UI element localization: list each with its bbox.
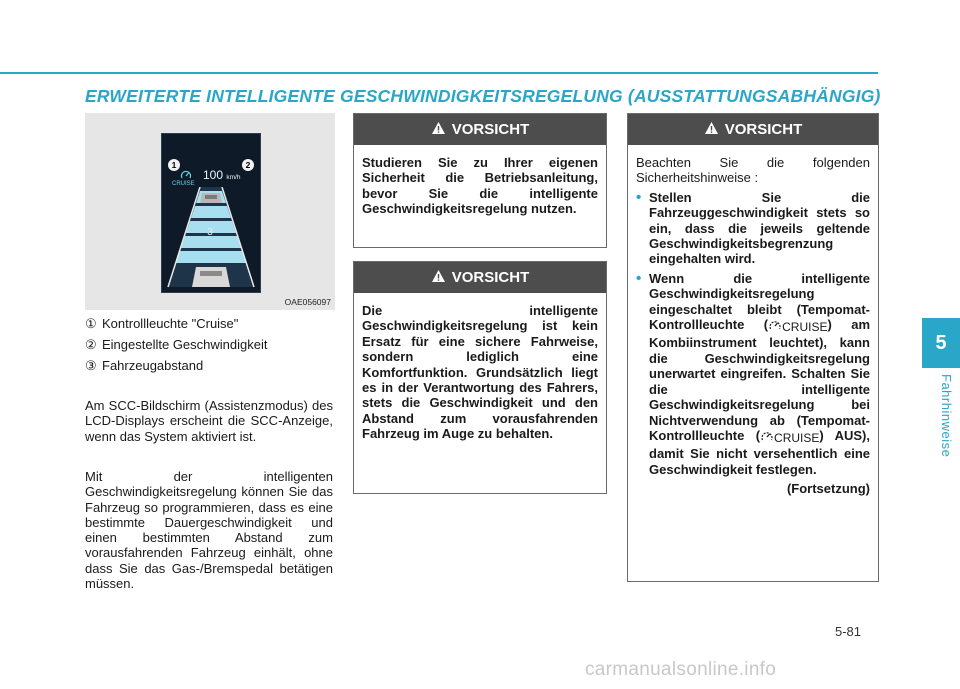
caution-header [354, 114, 606, 145]
caution-bullet-2: • Wenn die intelligente Geschwindigkeitsregelung eingeschaltet bleibt (Tempomat-Kontrollleuchte ( CRUISE) am Kombiinstrument leuchtet), kann die Geschwindigkeitsregelung unerwartet eingreifen. Schalten Sie die intelligente Geschwindigkeitsregelung bei Nichtverwendung ab (Tempomat-Kontrollleuchte ( CRUISE) AUS), damit Sie nicht versehentlich eine Geschwindigkeit festlegen. [636, 271, 870, 477]
caution-bullets [636, 190, 870, 477]
caution-text-2: Die intelligente Geschwindigkeitsregelung ist kein Ersatz für eine sichere Fahrweise, sondern lediglich eine Komfortfunktion. Grundsätzlich liegt es in der Verantwortung des Fahrers, stets die Geschwindigkeit und den Abstand zum vorausfahrenden Fahrzeug im Auge zu behalten. [362, 303, 598, 442]
legend-item: ① Kontrollleuchte "Cruise" [85, 316, 239, 331]
marker-2: 2 [242, 159, 254, 171]
caution-text-1: Studieren Sie zu Ihrer eigenen Sicherheit die Betriebsanleitung, bevor Sie die intelligente Geschwindigkeitsregelung nutzen. [362, 155, 598, 217]
caution-heading: VORSICHT [451, 269, 530, 286]
caution-box-2 [353, 261, 607, 494]
vehicle-distance-graphic [162, 187, 260, 292]
top-rule [0, 72, 878, 74]
caution-box-1 [353, 113, 607, 248]
set-speed-readout [203, 168, 240, 182]
caution-box-3 [627, 113, 879, 582]
caution-bullet-1: • Stellen Sie die Fahrzeuggeschwindigkeit stets so ein, dass die jeweils geltende Geschwindigkeitsbegrenzung eingehalten wird. [636, 190, 870, 267]
speed-unit: km/h [226, 174, 241, 181]
warning-triangle-icon [431, 121, 446, 135]
cruise-indicator-icon: CRUISE [760, 430, 819, 446]
chapter-label: Fahrhinweise [939, 374, 954, 458]
caution-heading: VORSICHT [451, 121, 530, 138]
legend-item: ② Eingestellte Geschwindigkeit [85, 337, 268, 352]
continued-note: (Fortsetzung) [786, 481, 870, 497]
legend-item: ③ Fahrzeugabstand [85, 358, 204, 373]
warning-triangle-icon [431, 269, 446, 283]
cruise-label: CRUISE [172, 181, 195, 187]
cruise-indicator-icon: CRUISE [768, 319, 827, 335]
scc-display-figure [85, 113, 335, 310]
marker-3: 3 [207, 227, 213, 238]
caution-heading: VORSICHT [724, 121, 803, 138]
lcd-screen [161, 133, 261, 293]
figure-legend [85, 313, 267, 376]
caution-header [354, 262, 606, 293]
cruise-indicator-icon [180, 170, 192, 180]
caution-header [628, 114, 878, 145]
section-title: ERWEITERTE INTELLIGENTE GESCHWINDIGKEITSREGELUNG (AUSSTATTUNGSABHÄNGIG) [85, 86, 881, 106]
warning-triangle-icon [704, 121, 719, 135]
caution-intro: Beachten Sie die folgenden Sicherheitshinweise : [636, 155, 870, 186]
figure-code: OAE056097 [284, 297, 331, 307]
body-paragraph-1: Am SCC-Bildschirm (Assistenzmodus) des LCD-Displays erscheint die SCC-Anzeige, wenn das System aktiviert ist. [85, 398, 333, 444]
watermark: carmanualsonline.info [585, 659, 777, 680]
body-paragraph-2: Mit der intelligenten Geschwindigkeitsregelung können Sie das Fahrzeug so programmieren, dass es eine bestimmte Dauergeschwindigkeit und einen bestimmten Abstand zum vorausfahrenden Fahrzeug einhält, ohne dass Sie das Gas-/Bremspedal betätigen müssen. [85, 469, 333, 592]
chapter-tab: 5 [922, 318, 960, 368]
speed-value: 100 [203, 168, 224, 182]
page-number: 5-81 [835, 624, 862, 639]
marker-1: 1 [168, 159, 180, 171]
